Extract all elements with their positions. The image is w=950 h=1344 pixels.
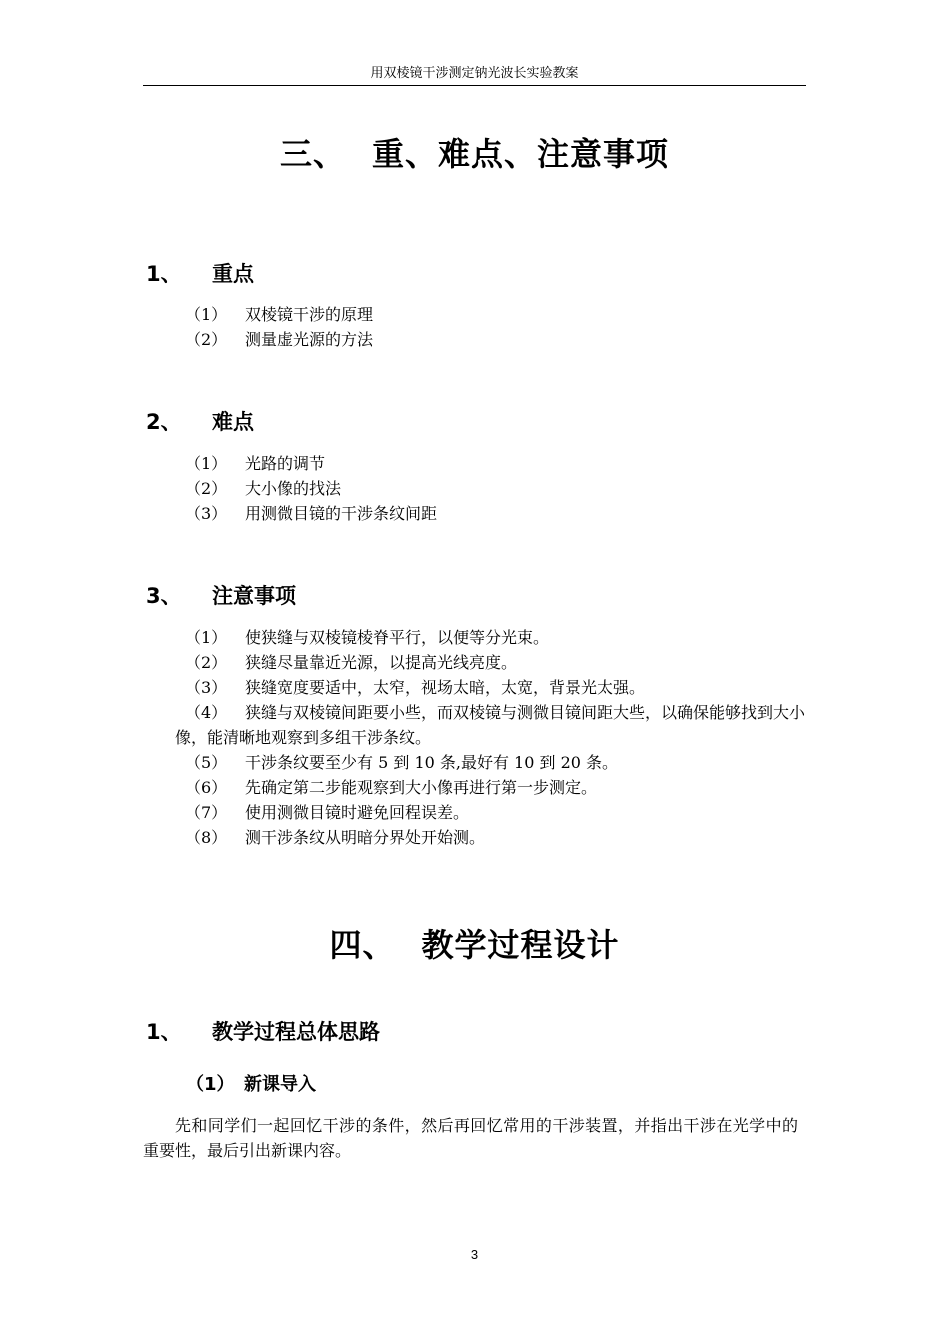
- item-number: （2）: [185, 479, 228, 498]
- chapter-title: 重、难点、注意事项: [372, 135, 670, 173]
- item-text: 干涉条纹要至少有 5 到 10 条,最好有 10 到 20 条。: [245, 753, 619, 772]
- item-text: 光路的调节: [245, 454, 326, 473]
- list-item: [175, 775, 805, 800]
- list-item: [175, 476, 805, 501]
- section-title: 注意事项: [212, 584, 296, 608]
- chapter-4-heading: [143, 925, 806, 965]
- page-number: 3: [470, 1247, 479, 1262]
- item-number: （8）: [185, 828, 228, 847]
- list-item: [175, 825, 805, 850]
- subsection-introduction-heading: [186, 1073, 316, 1097]
- list-item: [175, 501, 805, 526]
- list-item: [175, 327, 805, 352]
- item-text: 狭缝与双棱镜间距要小些，而双棱镜与测微目镜间距大些，以确保能够找到大小像，能清晰地观察到多组干涉条纹。: [175, 703, 806, 747]
- section-number: 1、: [146, 262, 182, 286]
- introduction-paragraph: 先和同学们一起回忆干涉的条件，然后再回忆常用的干涉装置，并指出干涉在光学中的重要性，最后引出新课内容。: [143, 1116, 798, 1160]
- precautions-list: [175, 625, 805, 850]
- item-number: （7）: [185, 803, 228, 822]
- difficulties-list: [175, 451, 805, 526]
- header-rule: [143, 85, 806, 86]
- item-text: 测量虚光源的方法: [245, 330, 374, 349]
- item-text: 用测微目镜的干涉条纹间距: [245, 504, 438, 523]
- section-title: 难点: [212, 410, 254, 434]
- chapter-3-heading: [143, 134, 806, 174]
- section-title: 重点: [212, 262, 254, 286]
- section-precautions-heading: [146, 582, 296, 610]
- item-number: （2）: [185, 653, 228, 672]
- item-text: 狭缝宽度要适中，太窄，视场太暗，太宽，背景光太强。: [245, 678, 646, 697]
- item-number: （1）: [185, 454, 228, 473]
- item-text: 使用测微目镜时避免回程误差。: [245, 803, 470, 822]
- item-text: 狭缝尽量靠近光源，以提高光线亮度。: [245, 653, 518, 672]
- list-item: [175, 675, 805, 700]
- item-number: （6）: [185, 778, 228, 797]
- chapter-number: 三、: [279, 135, 346, 173]
- list-item: [175, 650, 805, 675]
- chapter-number: 四、: [329, 926, 396, 964]
- item-number: （1）: [185, 305, 228, 324]
- chapter-title: 教学过程设计: [421, 926, 620, 964]
- section-difficulties-heading: [146, 408, 254, 436]
- running-header: 用双棱镜干涉测定钠光波长实验教案: [370, 66, 579, 81]
- section-title: 教学过程总体思路: [212, 1020, 380, 1044]
- list-item: [175, 302, 805, 327]
- item-number: （4）: [185, 703, 228, 722]
- item-text: 大小像的找法: [245, 479, 342, 498]
- key-points-list: [175, 302, 805, 352]
- subsection-title: 新课导入: [244, 1074, 316, 1095]
- item-number: （2）: [185, 330, 228, 349]
- item-text: 测干涉条纹从明暗分界处开始测。: [245, 828, 486, 847]
- section-overall-approach-heading: [146, 1018, 380, 1046]
- list-item: [175, 800, 805, 825]
- item-text: 先确定第二步能观察到大小像再进行第一步测定。: [245, 778, 598, 797]
- item-number: （1）: [185, 628, 228, 647]
- item-text: 双棱镜干涉的原理: [245, 305, 374, 324]
- item-number: （3）: [185, 678, 228, 697]
- section-number: 3、: [146, 584, 182, 608]
- section-key-points-heading: [146, 260, 254, 288]
- item-number: （3）: [185, 504, 228, 523]
- item-number: （5）: [185, 753, 228, 772]
- list-item: [175, 750, 805, 775]
- section-number: 1、: [146, 1020, 182, 1044]
- subsection-number: （1）: [186, 1074, 235, 1095]
- list-item: [175, 625, 805, 650]
- section-number: 2、: [146, 410, 182, 434]
- item-text: 使狭缝与双棱镜棱脊平行，以便等分光束。: [245, 628, 550, 647]
- list-item: [175, 451, 805, 476]
- list-item: [175, 700, 805, 750]
